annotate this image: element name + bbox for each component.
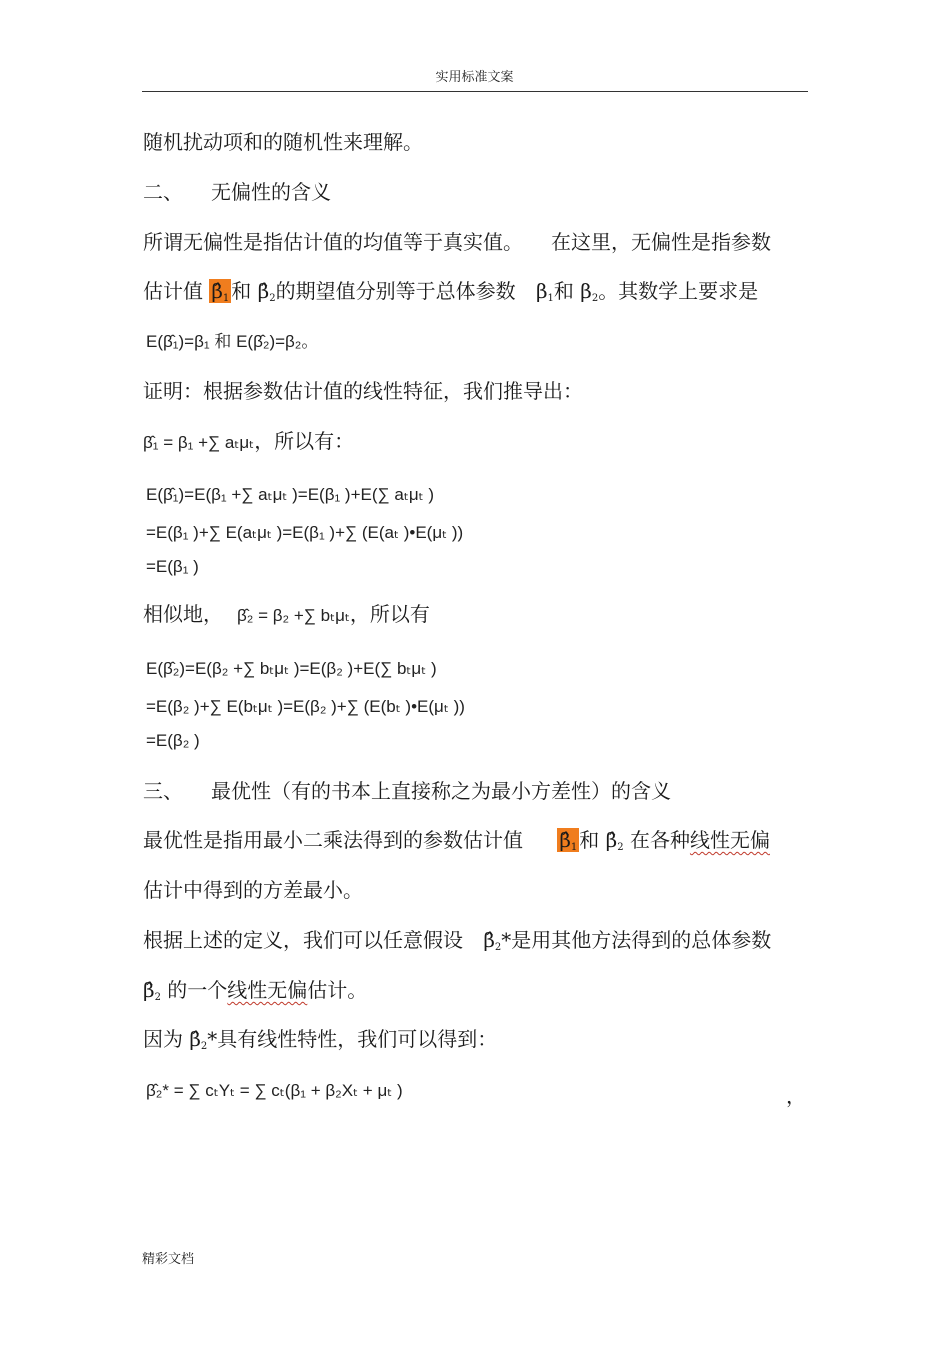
beta-hat-2: $\betâ_2$ — [605, 828, 624, 853]
text-span: 是用其他方法得到的总体参数 — [511, 928, 772, 952]
beta-hat-2: $\betâ_2$ — [143, 978, 161, 1003]
beta-hat-2-star: $\betâ_2*$ — [483, 928, 512, 953]
text-line — [143, 1025, 497, 1061]
equation: =E(β₂ )+∑ E(bₜμₜ )=E(β₂ )+∑ (E(bₜ )•E(μₜ )) — [146, 697, 465, 716]
text-line: 估计中得到的方差最小。 — [143, 878, 363, 902]
text-line — [143, 427, 354, 456]
text-line: 证明：根据参数估计值的线性特征，我们推导出： — [143, 379, 583, 403]
text-span: 的期望值分别等于总体参数 — [275, 279, 516, 303]
text-span: 和 — [553, 279, 574, 303]
beta-hat-2-star: $\betâ_2*$ — [189, 1027, 218, 1052]
spellcheck-underlined-text: 线性无偏 — [689, 828, 770, 852]
text-span: 的一个 — [167, 978, 228, 1002]
equation: E(β̂₁)=β₁ 和 E(β̂₂)=β₂。 — [146, 332, 319, 351]
equation: =E(β₁ ) — [146, 557, 199, 576]
beta-2: $\beta_2$ — [580, 279, 599, 304]
text-line — [143, 228, 771, 256]
beta-hat-2: $\betâ_2$ — [257, 279, 276, 304]
section-title: 最优性（有的书本上直接称之为最小方差性）的含义 — [211, 779, 671, 803]
text-span: 所谓无偏性是指估计值的均值等于真实值。 — [143, 230, 523, 254]
page-footer: 精彩文档 — [142, 1252, 195, 1267]
text-span: 具有线性特性，我们可以得到： — [217, 1027, 498, 1051]
equation: =E(β₂ ) — [146, 731, 200, 750]
beta-1: $\beta_1$ — [535, 279, 554, 304]
text-span: 因为 — [143, 1027, 183, 1051]
equation: =E(β₁ )+∑ E(aₜμₜ )=E(β₁ )+∑ (E(aₜ )•E(μₜ )) — [146, 523, 464, 542]
text-span: 在这里，无偏性是指参数 — [551, 230, 771, 254]
highlighted-beta-hat-1: $\betâ_1$ — [559, 828, 578, 853]
text-span: 估计值 — [143, 279, 203, 303]
text-span: 和 — [579, 828, 600, 852]
section-title: 无偏性的含义 — [211, 180, 331, 204]
text-span: 和 — [231, 279, 252, 303]
text-line — [143, 600, 430, 629]
equation: β̂₁ = β₁ +∑ aₜμₜ — [143, 433, 255, 452]
highlighted-beta-hat-1: $\betâ_1$ — [211, 279, 230, 304]
text-span: 估计。 — [307, 978, 368, 1002]
header-divider — [142, 91, 808, 92]
trailing-comma: ， — [786, 1084, 806, 1108]
section-number: 二、 — [143, 180, 183, 204]
spellcheck-underlined-text: 线性无偏 — [227, 978, 308, 1002]
section-heading-2 — [143, 178, 331, 206]
equation: E(β̂₂)=E(β₂ +∑ bₜμₜ )=E(β₂ )+E(∑ bₜμₜ ) — [146, 659, 437, 678]
section-heading-3 — [143, 777, 671, 805]
text-line: 随机扰动项和的随机性来理解。 — [143, 130, 423, 154]
text-line — [143, 826, 770, 862]
text-span: 最优性是指用最小二乘法得到的参数估计值 — [143, 828, 523, 852]
text-span: 根据上述的定义，我们可以任意假设 — [143, 928, 463, 952]
text-line — [143, 976, 367, 1012]
section-number: 三、 — [143, 779, 183, 803]
text-line — [143, 926, 771, 962]
text-span: ，所以有： — [254, 429, 355, 453]
equation: β̂₂* = ∑ cₜYₜ = ∑ cₜ(β₁ + β₂Xₜ + μₜ ) — [146, 1081, 403, 1100]
equation: E(β̂₁)=E(β₁ +∑ aₜμₜ )=E(β₁ )+E(∑ aₜμₜ ) — [146, 485, 435, 504]
text-span: 。其数学上要求是 — [598, 279, 759, 303]
page-header: 实用标准文案 — [435, 70, 514, 85]
text-span: 相似地， — [143, 602, 223, 626]
equation: β̂₂ = β₂ +∑ bₜμₜ — [237, 606, 350, 625]
text-span: 在各种 — [629, 828, 690, 852]
text-line — [143, 277, 758, 313]
text-span: ，所以有 — [349, 602, 430, 626]
